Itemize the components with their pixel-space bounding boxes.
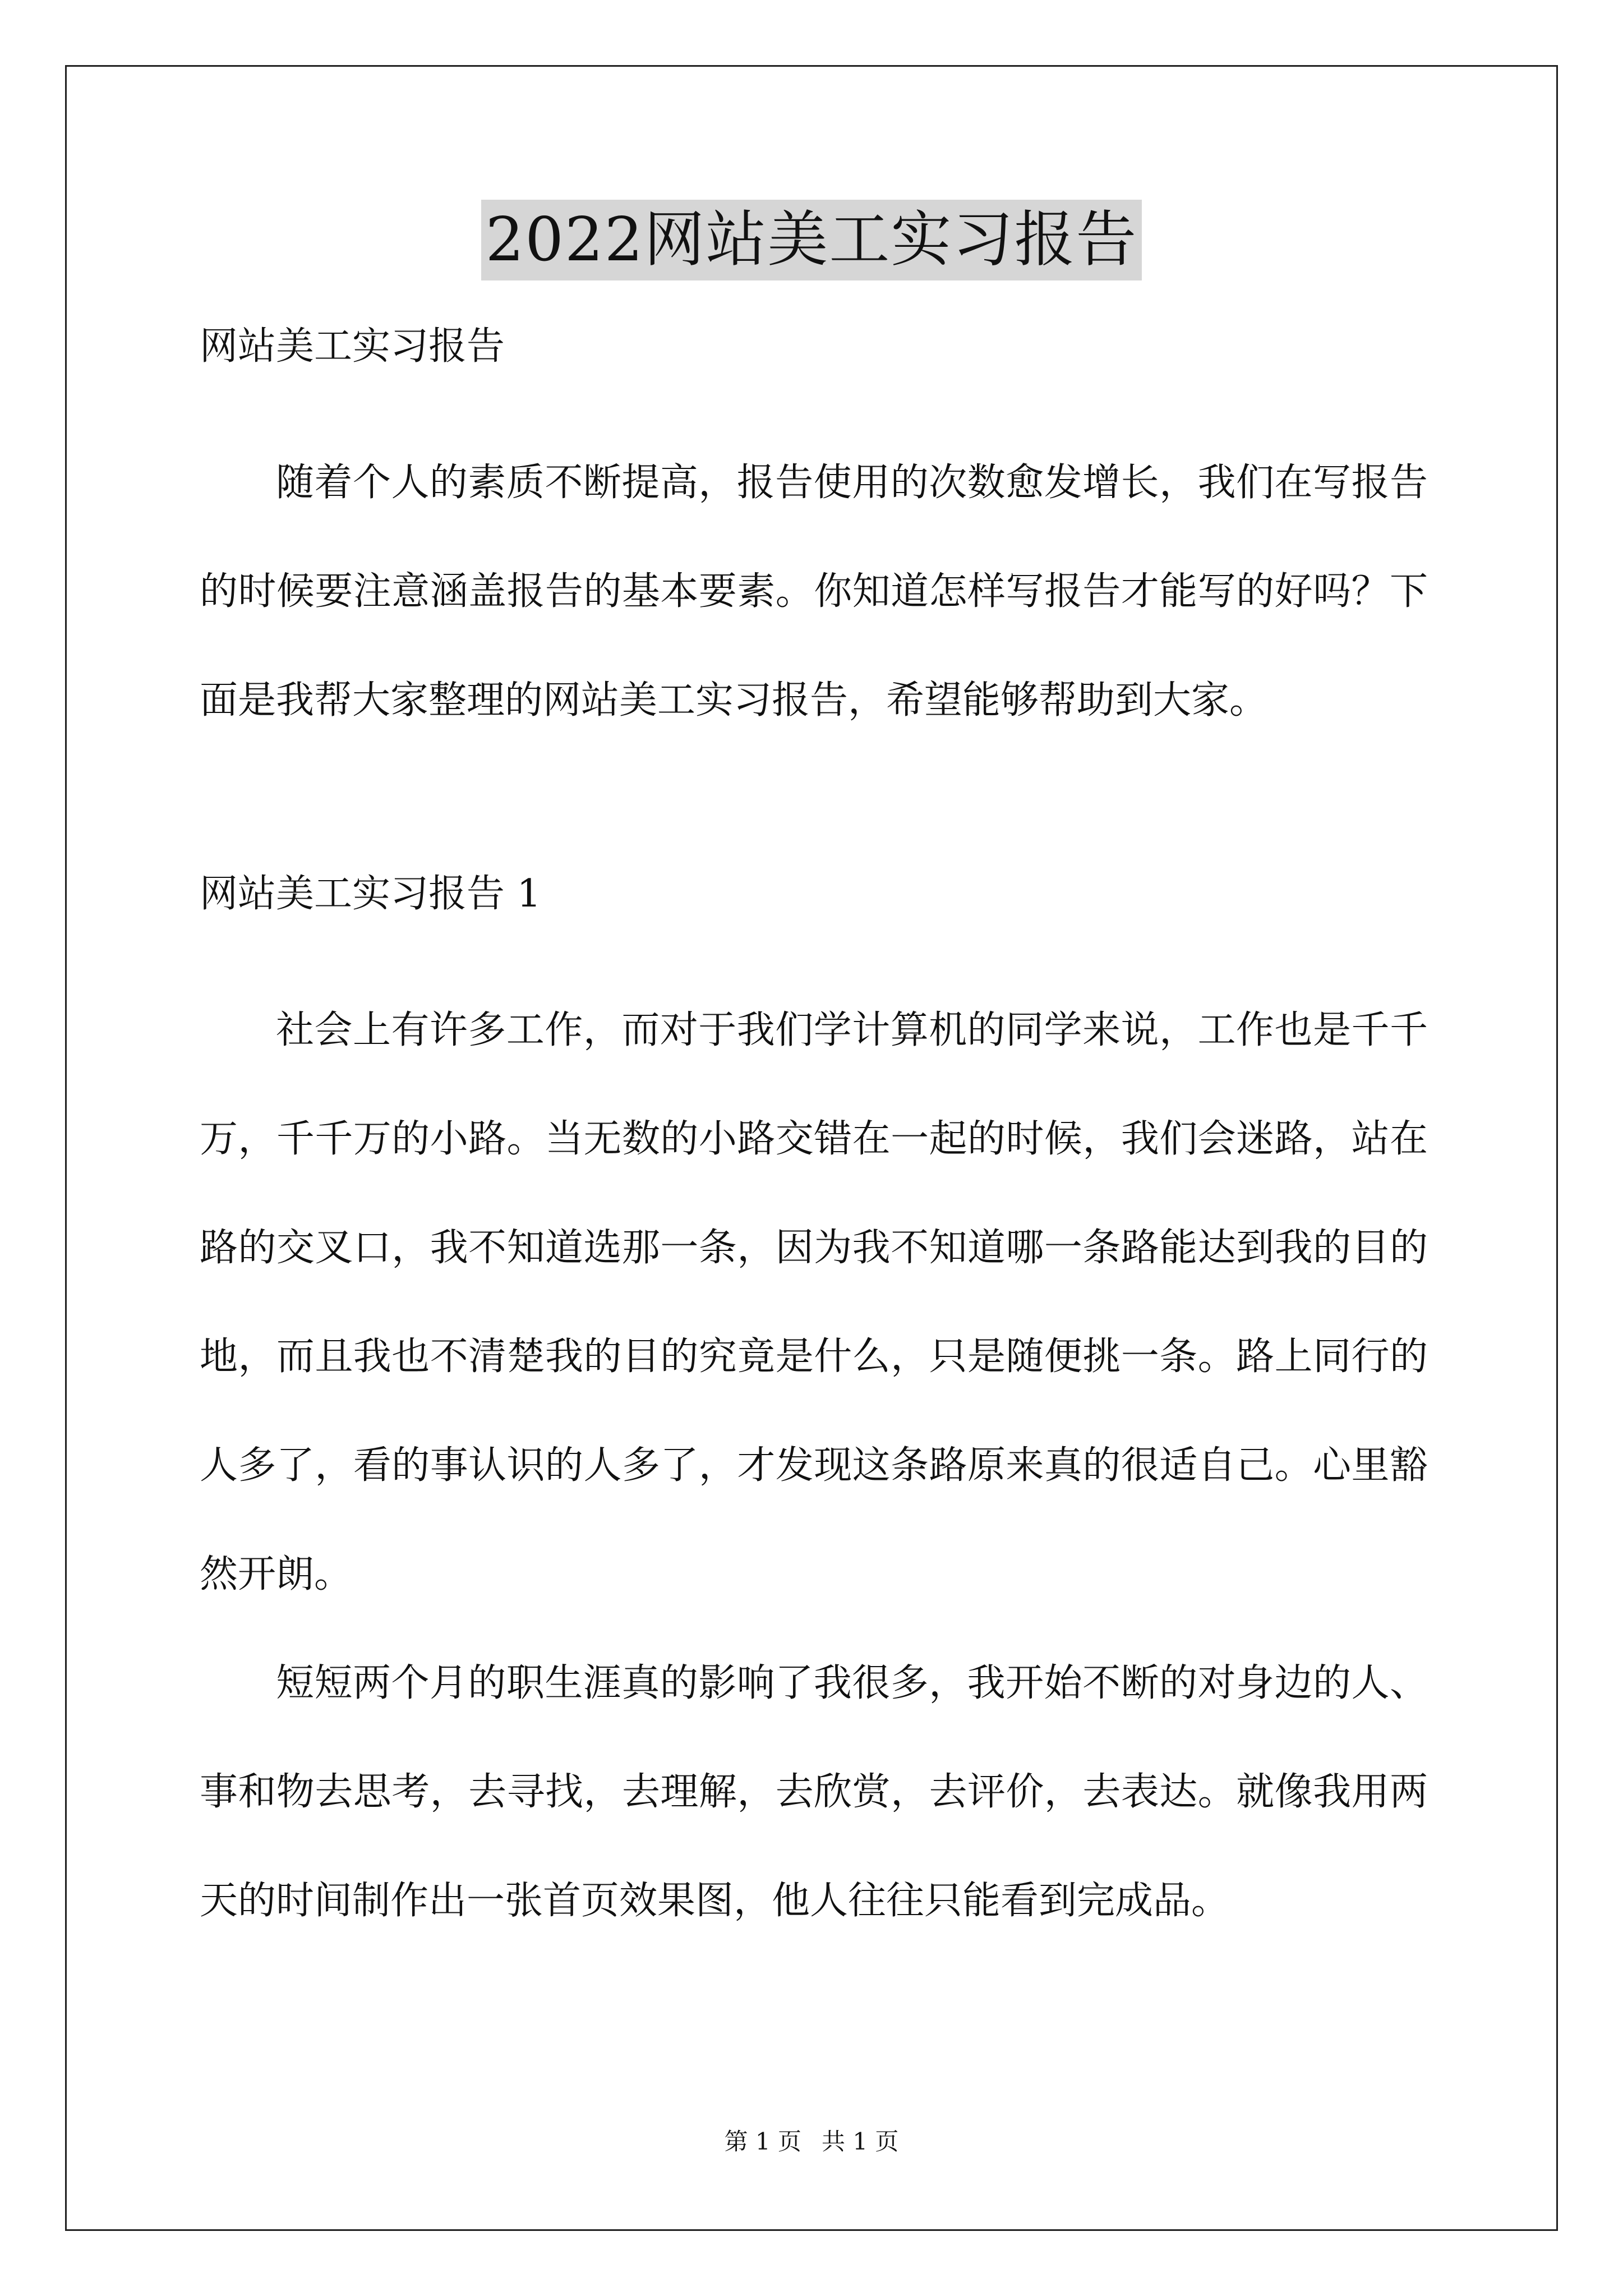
section-heading: 网站美工实习报告 1 (200, 872, 541, 916)
document-body (200, 320, 1428, 1955)
title-container (0, 200, 1623, 280)
page-number: 第 1 页 (724, 2128, 801, 2155)
page-total: 共 1 页 (822, 2128, 899, 2155)
paragraph: 短短两个月的职生涯真的影响了我很多，我开始不断的对身边的人、事和物去思考，去寻找，去理解，去欣赏，去评价，去表达。就像我用两天的时间制作出一张首页效果图，他人往往只能看到完成品。 (200, 1661, 1428, 1923)
paragraph: 随着个人的素质不断提高，报告使用的次数愈发增长，我们在写报告的时候要注意涵盖报告的基本要素。你知道怎样写报告才能写的好吗？下面是我帮大家整理的网站美工实习报告，希望能够帮助到大家。 (200, 461, 1428, 723)
page-footer (0, 2126, 1623, 2157)
section-heading: 网站美工实习报告 (200, 324, 505, 369)
document-title: 2022网站美工实习报告 (481, 200, 1142, 280)
paragraph: 社会上有许多工作，而对于我们学计算机的同学来说，工作也是千千万，千千万的小路。当无数的小路交错在一起的时候，我们会迷路，站在路的交叉口，我不知道选那一条，因为我不知道哪一条路能达到我的目的地，而且我也不清楚我的目的究竟是什么，只是随便挑一条。路上同行的人多了，看的事认识的人多了，才发现这条路原来真的很适自己。心里豁然开朗。 (200, 1008, 1428, 1596)
